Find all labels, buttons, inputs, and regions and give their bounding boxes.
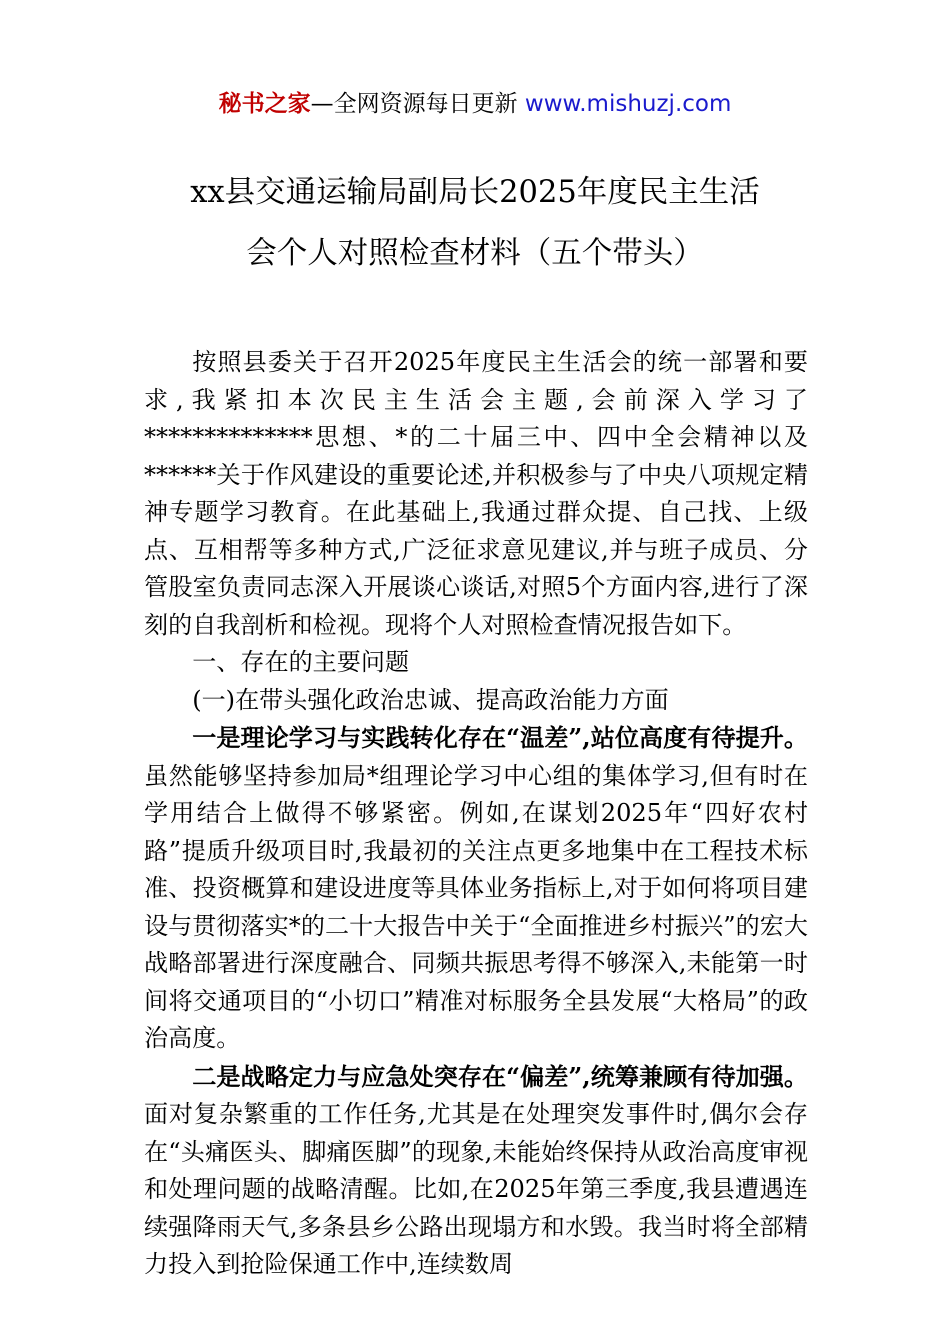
site-header — [0, 86, 950, 122]
section-heading-1: 一、存在的主要问题 — [192, 648, 410, 676]
document-title — [100, 162, 850, 284]
point-2-paragraph — [144, 1058, 808, 1284]
title-line-2: 会个人对照检查材料（五个带头） — [246, 236, 704, 271]
subsection-heading-1: (一)在带头强化政治忠诚、提高政治能力方面 — [192, 685, 669, 714]
point-2-heading: 二是战略定力与应急处突存在“偏差”,统筹兼顾有待加强。 — [192, 1061, 808, 1091]
brand-name: 秘书之家 — [218, 91, 311, 117]
point-1-text: 虽然能够坚持参加局*组理论学习中心组的集体学习,但有时在学用结合上做得不够紧密。例如,在谋划2025年“四好农村路”提质升级项目时,我最初的关注点更多地集中在工程技术标准、投资概算和建设进度等具体业务指标上,对于如何将项目建设与贯彻落实*的二十大报告中关于“全面推进乡村振兴”的宏大战略部署进行深度融合、同频共振思考得不够深入,未能第一时间将交通项目的“小切口”精准对标服务全县发展“大格局”的政治高度。 — [144, 761, 808, 1052]
document-body — [144, 344, 808, 1284]
point-1-heading: 一是理论学习与实践转化存在“温差”,站位高度有待提升。 — [192, 723, 808, 752]
header-tagline: —全网资源每日更新 — [310, 91, 525, 117]
point-2-text: 面对复杂繁重的工作任务,尤其是在处理突发事件时,偶尔会存在“头痛医头、脚痛医脚”的现象,未能始终保持从政治高度审视和处理问题的战略清醒。比如,在2025年第三季度,我县遭遇连续强降雨天气,多条县乡公路出现塌方和水毁。我当时将全部精力投入到抢险保通工作中,连续数周 — [144, 1100, 808, 1278]
site-url-link[interactable]: www.mishuzj.com — [524, 91, 732, 117]
intro-paragraph: 按照县委关于召开2025年度民主生活会的统一部署和要求,我紧扣本次民主生活会主题,会前深入学习了**************思想、*的二十届三中、四中全会精神以及******关于作风建设的重要论述,并积极参与了中央八项规定精神专题学习教育。在此基础上,我通过群众提、自己找、上级点、互相帮等多种方式,广泛征求意见建议,并与班子成员、分管股室负责同志深入开展谈心谈话,对照5个方面内容,进行了深刻的自我剖析和检视。现将个人对照检查情况报告如下。 — [144, 348, 808, 639]
title-line-1: xx县交通运输局副局长2025年度民主生活 — [190, 175, 760, 210]
point-1-paragraph — [144, 719, 808, 1058]
